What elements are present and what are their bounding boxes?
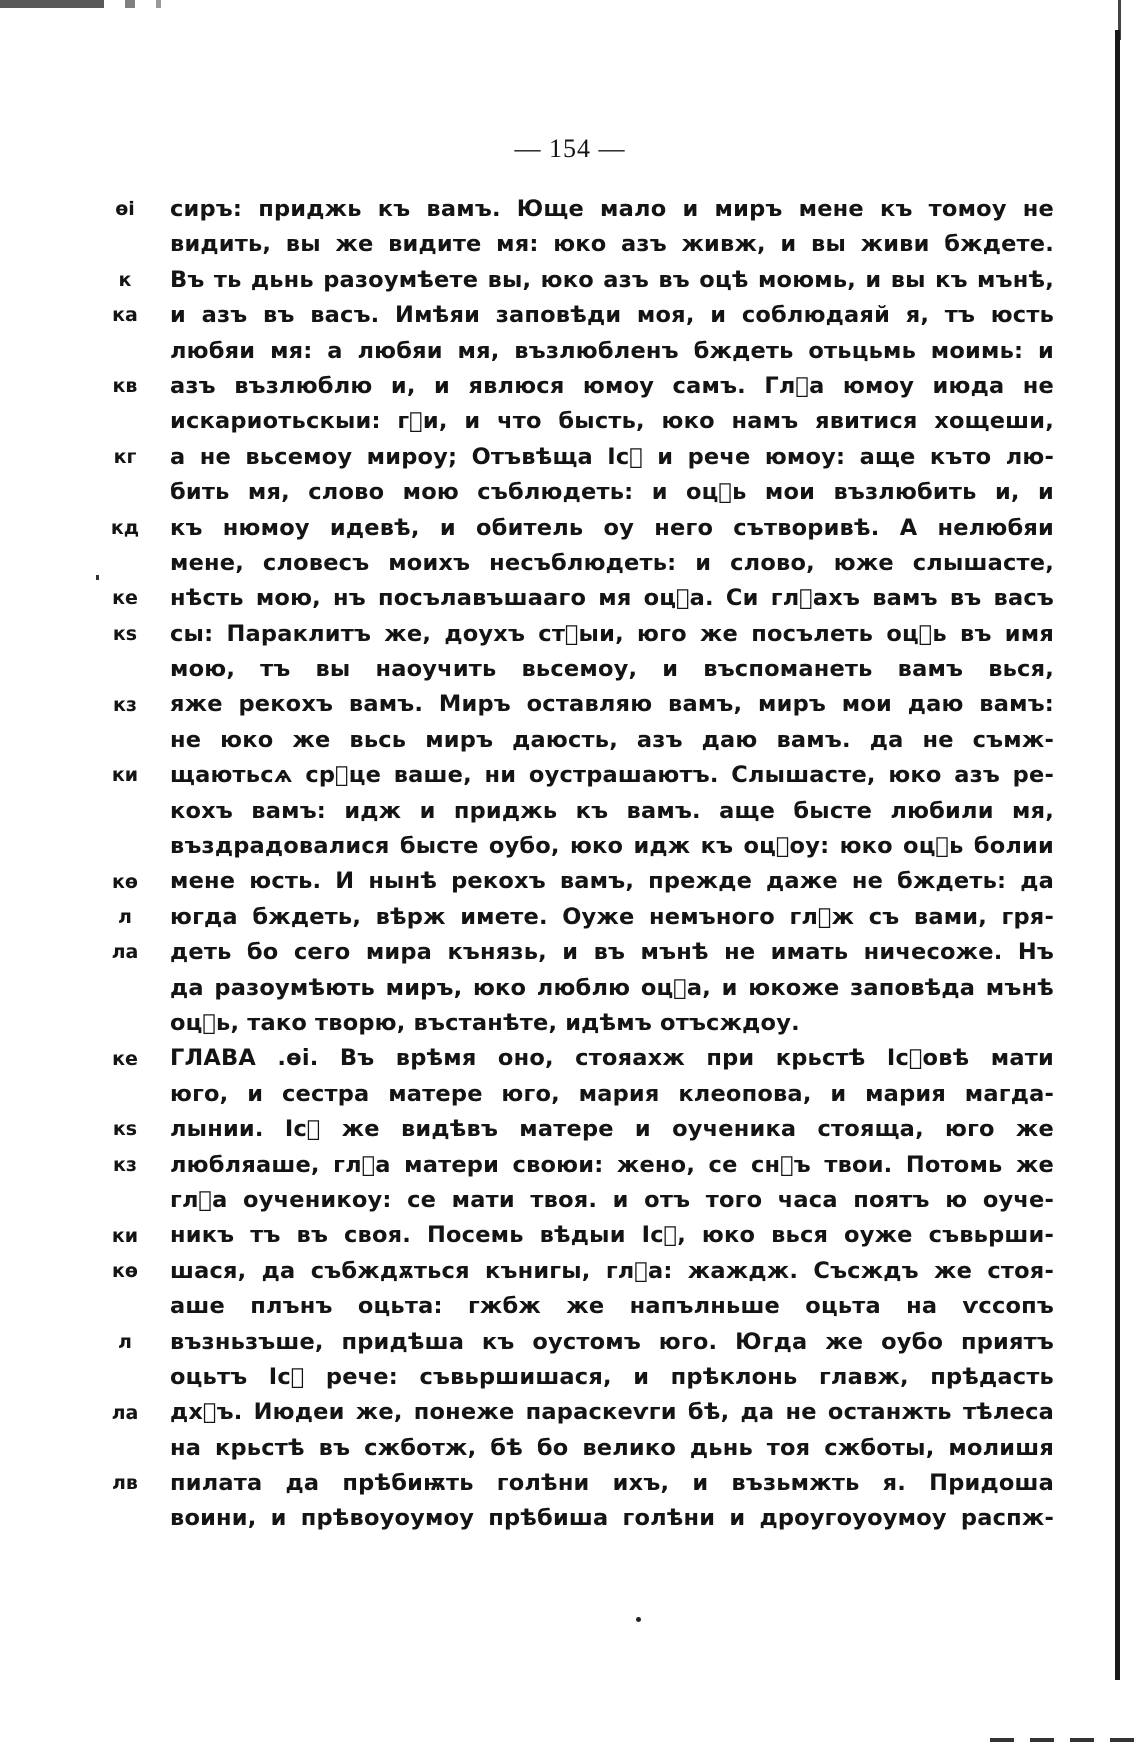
- text-line: шася, да събждѫться кънигы, глⷭа: жаждж. Съсждъ же стоя-: [170, 1257, 1054, 1284]
- text-line: видить, вы же видите мя: юко азъ живж, и вы живи бждете.: [170, 231, 1054, 258]
- text-line: искариотьскыи: гⷭи, и что бысть, юко намъ явитися хощеши,: [170, 408, 1054, 435]
- verse-number: ла: [111, 941, 139, 964]
- text-line: къ нюмоу идевѣ, и обитель оу него сътворивѣ. А нелюбяи: [170, 514, 1054, 541]
- text-line: лынии. Ісⷭ же видѣвъ матере и оученика стояща, юго же: [170, 1116, 1054, 1143]
- text-line: ГЛАВА .ѳі. Въ врѣмя оно, стояахж при крьстѣ Ісⷭовѣ мати: [170, 1045, 1054, 1072]
- verse-number: ки: [111, 764, 139, 787]
- text-line: а не вьсемоу мироу; Отъвѣща Ісⷭ и рече юмоу: аще къто лю-: [170, 443, 1054, 470]
- text-line: мою, тъ вы наоучить вьсемоу, и въспоманеть вамъ вься,: [170, 656, 1054, 683]
- page-bottom-edge: [990, 1738, 1140, 1742]
- text-line: азъ възлюблю и, и явлюся юмоу самъ. Глⷪа юмоу июда не: [170, 372, 1054, 399]
- text-line: и азъ въ васъ. Имѣяи заповѣди моя, и соблюдаяй я, тъ юсть: [170, 302, 1054, 329]
- page-edge-shadow: [1115, 30, 1120, 1680]
- text-line: юго, и сестра матере юго, мария клеопова, и мария магда-: [170, 1080, 1054, 1107]
- text-line: воини, и прѣвоуоумоу прѣбиша голѣни и дроугоуоумоу распж-: [170, 1505, 1054, 1532]
- verse-number: ке: [112, 587, 138, 610]
- verse-number: кг: [113, 445, 137, 468]
- verse-number: кѳ: [112, 870, 138, 893]
- verse-number: кѳ: [112, 1260, 138, 1282]
- verse-number: ка: [112, 304, 138, 327]
- verse-number: к: [118, 268, 132, 291]
- text-line: да разоумѣють миръ, юко люблю оцⷭа, и юкоже заповѣда мънѣ: [170, 974, 1054, 1001]
- text-line: не юко же вьсь миръ даюсть, азъ даю вамъ. да не съмж-: [170, 726, 1054, 753]
- verse-number: ѳі: [115, 198, 135, 220]
- verse-number: кз: [113, 1153, 137, 1176]
- verse-number: кв: [112, 375, 138, 397]
- verse-number: ла: [111, 1401, 139, 1424]
- text-line: югда бждеть, вѣрж имете. Оуже немъного глⷭж съ вами, гря-: [170, 903, 1054, 930]
- verse-number: кд: [110, 516, 140, 539]
- text-line: никъ тъ въ своя. Посемь вѣдыи Ісⷭ, юко вься оуже съвьрши-: [170, 1222, 1054, 1249]
- text-line: аше плънъ оцьта: гжбж же напълньше оцьта на ѵссопъ: [170, 1293, 1054, 1320]
- text-line: мене юсть. И нынѣ рекохъ вамъ, прежде даже не бждеть: да: [170, 868, 1054, 895]
- text-line: дхⷭъ. Июдеи же, понеже параскеѵги бѣ, да не останжть тѣлеса: [170, 1399, 1054, 1426]
- text-line: възньзъше, придѣша къ оустомъ юго. Югда же оубо приятъ: [170, 1328, 1054, 1355]
- verse-number: кѕ: [112, 622, 138, 645]
- verse-number: кѕ: [112, 1118, 138, 1141]
- text-line: оцⷭь, тако творю, въстанѣте, идѣмъ отъсждоу.: [170, 1009, 800, 1036]
- text-line: на крьстѣ въ сжботж, бѣ бо велико дьнь тоя сжботы, молишя: [170, 1434, 1054, 1461]
- printer-dot: [636, 1617, 641, 1622]
- margin-mark: [96, 575, 99, 580]
- page-number: [0, 134, 1140, 164]
- text-line: яже рекохъ вамъ. Миръ оставляю вамъ, миръ мои даю вамъ:: [170, 691, 1054, 718]
- verse-number: л: [118, 906, 132, 928]
- text-line: любяи мя: а любяи мя, възлюбленъ бждеть отьцьмь моимь: и: [170, 337, 1054, 364]
- text-line: сы: Параклитъ же, доухъ стⷭыи, юго же посълеть оцⷭь въ имя: [170, 620, 1054, 647]
- text-line: щаютьсѧ срⷣце ваше, ни оустрашаютъ. Слышасте, юко азъ ре-: [170, 762, 1054, 789]
- verse-number: кз: [113, 693, 137, 716]
- text-line: Въ ть дьнь разоумѣете вы, юко азъ въ оцѣ моюмь, и вы къ мънѣ,: [170, 266, 1054, 293]
- verse-number: л: [118, 1330, 132, 1353]
- text-line: пилата да прѣбиѭть голѣни ихъ, и възьмжть я. Придоша: [170, 1470, 1054, 1497]
- text-line: оцьтъ Ісⷭ рече: съвьршишася, и прѣклонь главж, прѣдасть: [170, 1363, 1054, 1390]
- text-line: глⷭа оученикоу: се мати твоя. и отъ того часа поятъ ю оуче-: [170, 1186, 1054, 1213]
- text-line: сиръ: приджь къ вамъ. Юще мало и миръ мене къ томоу не: [170, 196, 1054, 222]
- text-line: мене, словесъ моихъ несъблюдеть: и слово, юже слышасте,: [170, 549, 1054, 576]
- text-line: кохъ вамъ: идж и приджь къ вамъ. аще бысте любили мя,: [170, 797, 1054, 824]
- text-line: нѣсть мою, нъ посълавъшааго мя оцⷭа. Си глⷭахъ вамъ въ васъ: [170, 585, 1054, 612]
- verse-number: лв: [112, 1472, 138, 1495]
- text-line: бить мя, слово мою съблюдеть: и оцⷭь мои възлюбить и, и: [170, 479, 1054, 506]
- scan-edge-marks: [0, 0, 260, 8]
- text-line: любляаше, глⷭа матери своюи: жено, се снⷭъ твои. Потомь же: [170, 1151, 1054, 1178]
- text-line: деть бо сего мира кънязь, и въ мънѣ не имать ничесоже. Нъ: [170, 939, 1054, 966]
- verse-number: ке: [112, 1047, 138, 1070]
- page-number-text: — 154 —: [514, 134, 626, 163]
- text-line: въздрадовалися бысте оубо, юко идж къ оцⷭоу: юко оцⷭь болии: [170, 833, 1054, 860]
- verse-number: ки: [111, 1224, 139, 1247]
- gospel-text-block: [170, 192, 1054, 1537]
